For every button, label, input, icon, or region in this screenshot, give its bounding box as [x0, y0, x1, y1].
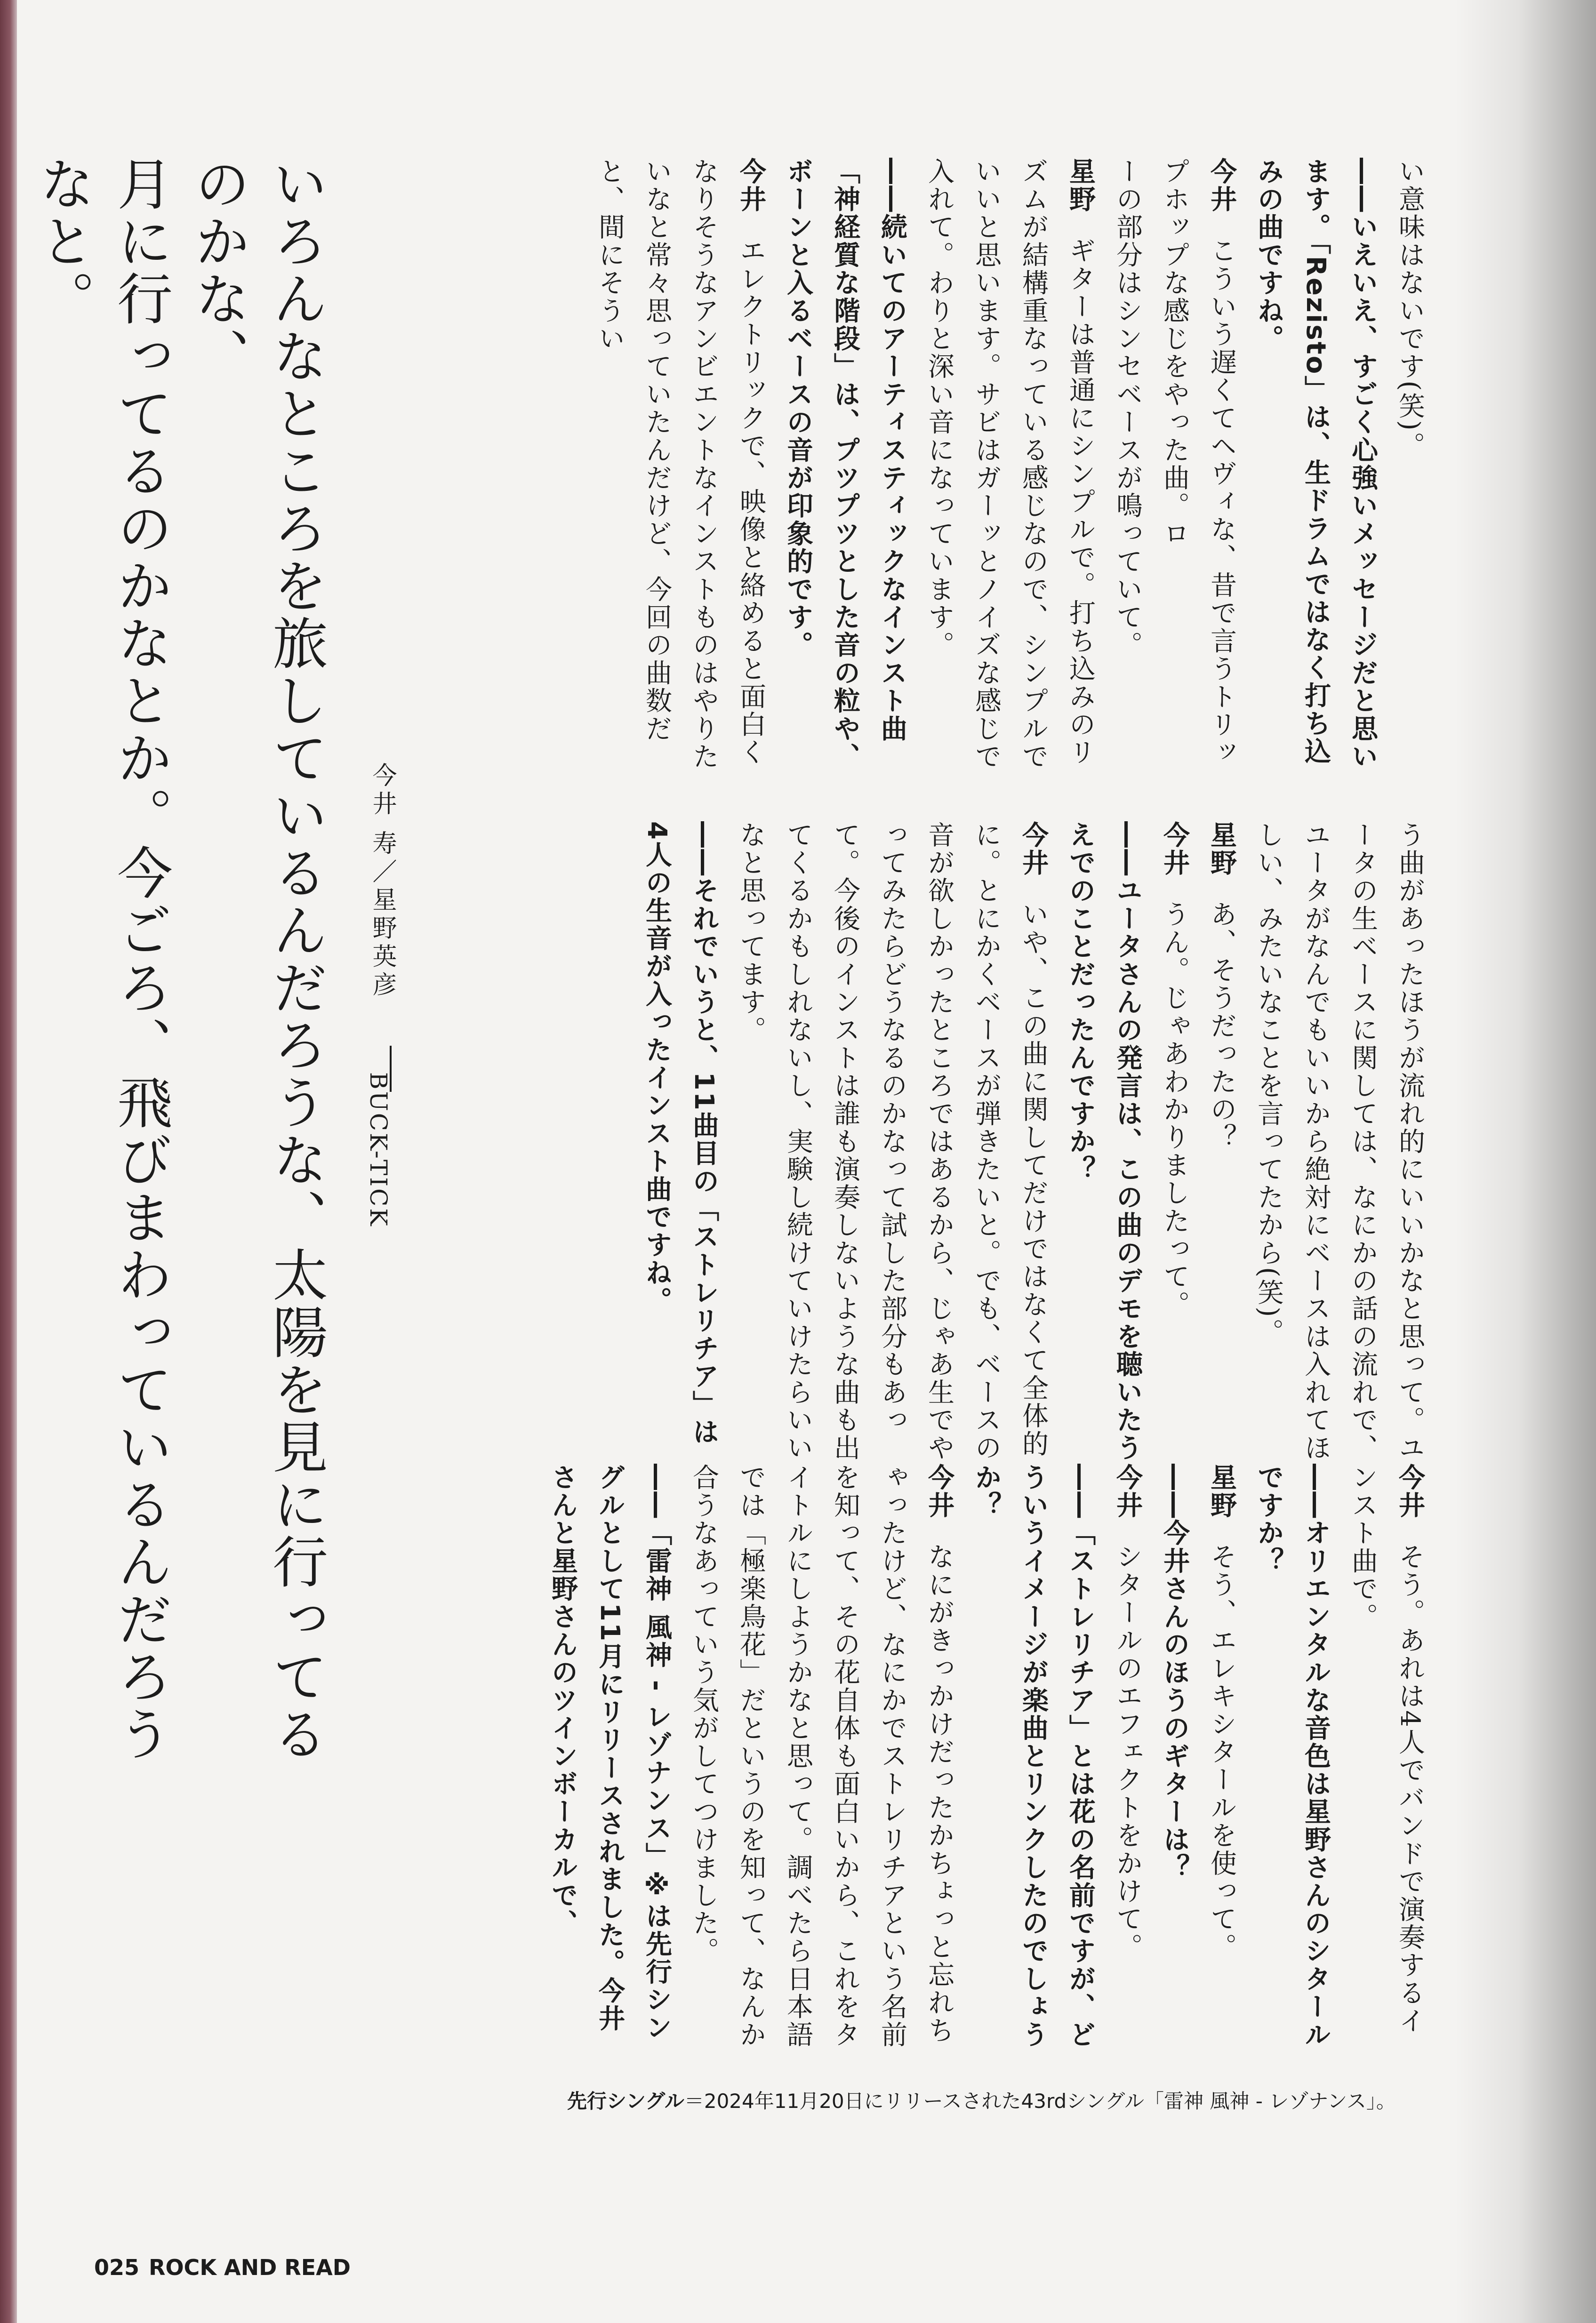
interviewer-question [1159, 1464, 1190, 1882]
interviewer-question [783, 158, 907, 770]
paragraph-text: ――「ストレリチア」とは花の名前ですが、どういうイメージが楽曲とリンクしたのでしょうか？ [971, 1464, 1096, 2049]
interviewer-question [1065, 821, 1143, 1462]
paragraph-text: あ、そうだったの？ [1206, 900, 1237, 1152]
interview-text-upper [435, 158, 1433, 788]
answer-paragraph [1395, 158, 1425, 460]
speaker-name: 今井 [924, 1464, 954, 1520]
answer-paragraph [1112, 1464, 1143, 1961]
credit-names: 今井 寿／星野英彦 [368, 762, 396, 1000]
paragraph-text: い意味はないです(笑)。 [1395, 158, 1425, 460]
interview-text-lower [435, 1464, 1433, 2059]
answer-paragraph [1206, 1464, 1237, 1961]
binding-shadow [1455, 0, 1596, 2323]
interviewer-question [547, 1464, 672, 2042]
paragraph-text: うん。じゃあわかりましたって。 [1159, 900, 1190, 1319]
page-number: 025 [94, 2255, 140, 2280]
answer-paragraph [594, 158, 766, 770]
answer-paragraph [1159, 821, 1190, 1319]
speaker-name: 今井 [1018, 821, 1049, 877]
answer-paragraph [689, 1464, 954, 2049]
interviewer-question [642, 821, 719, 1446]
speaker-name: 今井 [1206, 158, 1237, 214]
speaker-name: 星野 [1206, 1464, 1237, 1520]
page-footer [94, 2253, 351, 2282]
paragraph-text: ――オリエンタルな音色は星野さんのシタールですか？ [1253, 1464, 1331, 2049]
paragraph-text: こういう遅くてヘヴィな、昔で言うトリップホップな感じをやった曲。ロ [1159, 158, 1237, 767]
paragraph-text: ――いえいえ、すごく心強いメッセージだと思います。「Rezisto」は、生ドラムではなく打ち込みの曲ですね。 [1253, 158, 1378, 771]
answer-paragraph [1253, 821, 1425, 1462]
paragraph-text: ――今井さんのほうのギターは？ [1159, 1464, 1190, 1882]
interviewer-question [1253, 1464, 1331, 2049]
paragraph-text: う曲があったほうが流れ的にいいかなと思って。ユータの生ベースに関しては、なにかの話の流れで、ユータがなんでもいいから絶対にベースは入れてほしい、みたいなことを言ってたから(笑)。 [1253, 821, 1425, 1462]
answer-paragraph [1112, 158, 1143, 659]
paragraph-text: エレクトリックで、映像と絡めると面白くなりそうなアンビエントなインストものはやりたいなと常々思っていたんだけど、今回の曲数だと、間にそうい [594, 158, 766, 771]
speaker-name: 今井 [1395, 1464, 1425, 1520]
paragraph-text: いや、この曲に関してだけではなくて全体的に。とにかくベースが弾きたいと。でも、ベースの音が欲しかったところではあるから、じゃあ生でやってみたらどうなるのかなって試した部分もあって。今後のインストは誰も演奏しないような曲も出てくるかもしれないし、実験し続けていけたらいいなと思ってます。 [736, 821, 1049, 1462]
speaker-name: 星野 [1206, 821, 1237, 877]
answer-paragraph [924, 158, 1096, 770]
interviewer-question [1253, 158, 1378, 770]
speaker-name: 星野 [1065, 158, 1096, 214]
footnote-text: ＝2024年11月20日にリリースされた43rdシングル「雷神 風神 - レゾナンス」。 [684, 2090, 1396, 2113]
paragraph-text: そう、エレキシタールを使って。 [1206, 1543, 1237, 1961]
paragraph-text: ーの部分はシンセベースが鳴っていて。 [1112, 158, 1143, 659]
pull-quote-line: いろんなところを旅しているんだろうな、太陽を見に行ってるのかな、 [185, 155, 328, 1763]
paragraph-text: ――「雷神 風神 - レゾナンス」※は先行シングルとして11月にリリースされました。今井さんと星野さんのツインボーカルで、 [547, 1464, 672, 2042]
paragraph-text: なにがきっかけだったかちょっと忘れちゃったけど、なにかでストレリチアという名前を知って、その花自体も面白いから、これをタイトルにしようかなと思って。調べたら日本語では「極楽鳥花」だというのを知って、なんか合うなあっていう気がしてつけました。 [689, 1464, 954, 2049]
paragraph-text: ――それでいうと、11曲目の「ストレリチア」は4人の生音が入ったインスト曲ですね。 [642, 821, 719, 1446]
footnote [567, 2083, 1476, 2120]
answer-paragraph [1159, 158, 1237, 767]
answer-paragraph [1347, 1464, 1425, 2035]
footnote-term: 先行シングル [567, 2090, 684, 2113]
speaker-name: 今井 [1112, 1464, 1143, 1520]
paragraph-text: ――続いてのアーティスティックなインスト曲「神経質な階段」は、プツプツとした音の粒や、ボーンと入るベースの音が印象的です。 [783, 158, 907, 771]
left-page-edge [0, 0, 17, 2323]
paragraph-text: ――ユータさんの発言は、この曲のデモを聴いたうえでのことだったんですか？ [1065, 821, 1143, 1462]
answer-paragraph [736, 821, 1049, 1462]
credit-band: BUCK-TICK [365, 1072, 392, 1228]
interview-text-middle [435, 821, 1433, 1464]
magazine-name: ROCK AND READ [149, 2255, 351, 2280]
interviewer-question [971, 1464, 1096, 2049]
paragraph-text: そう。あれは4人でバンドで演奏するインスト曲で。 [1347, 1464, 1425, 2035]
speaker-name: 今井 [736, 158, 766, 214]
answer-paragraph [1206, 821, 1237, 1152]
pull-quote [30, 155, 334, 1779]
paragraph-text: ギターは普通にシンプルで。打ち込みのリズムが結構重なっている感じなので、シンプルでいいと思います。サビはガーッとノイズな感じで入れて。わりと深い音になっています。 [924, 158, 1096, 771]
paragraph-text: シタールのエフェクトをかけて。 [1112, 1543, 1143, 1961]
speaker-name: 今井 [1159, 821, 1190, 877]
pull-quote-line: 月に行ってるのかなとか。今ごろ、飛びまわっているんだろうなと。 [30, 155, 173, 1763]
